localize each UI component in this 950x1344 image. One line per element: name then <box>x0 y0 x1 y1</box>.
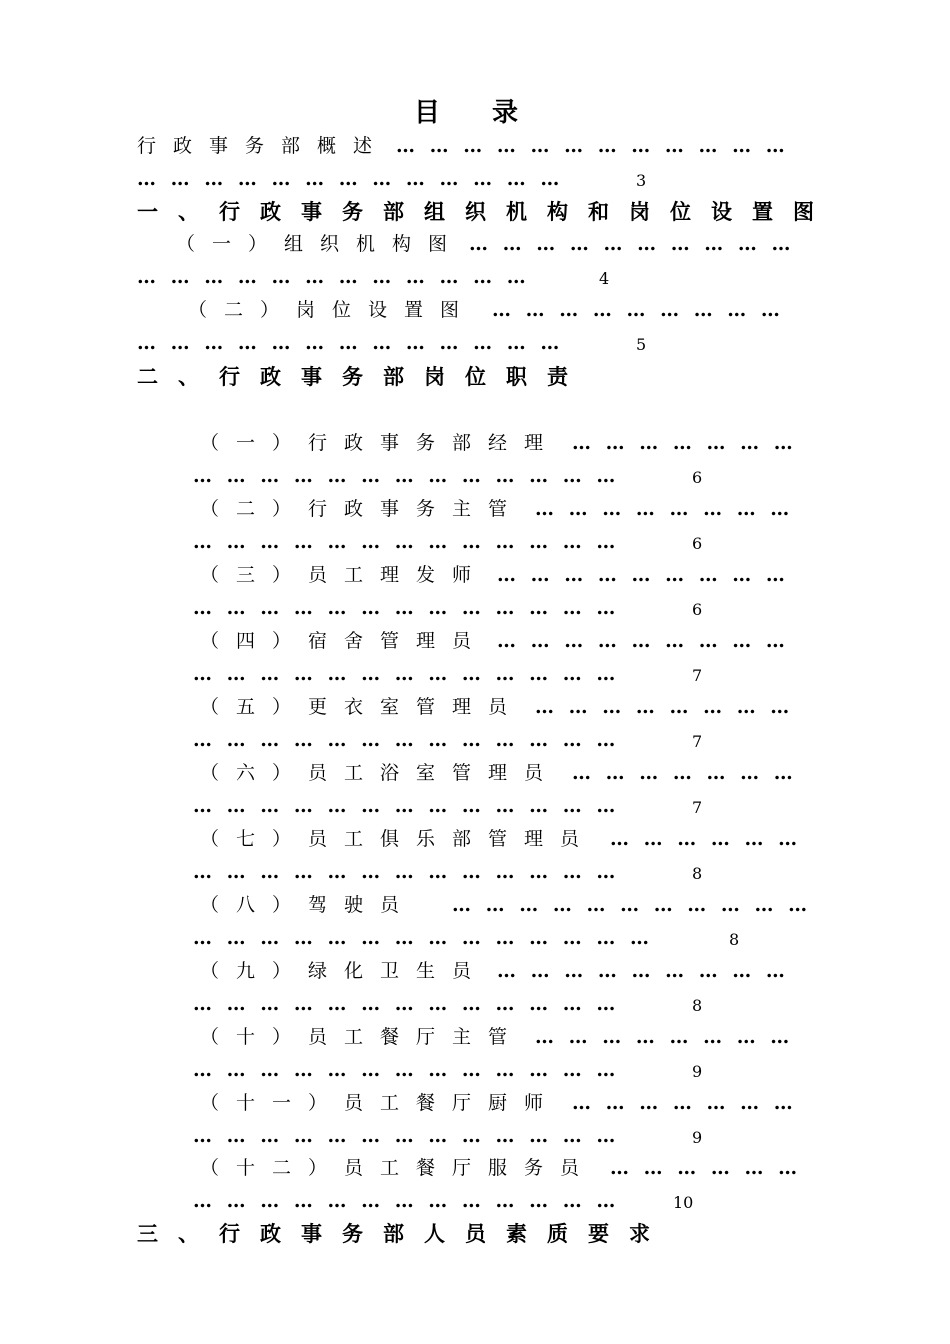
toc-leader: … … … … … … … … … … … … <box>137 266 528 288</box>
toc-leader: … … … … … … … … … … … … <box>396 135 787 157</box>
toc-entry-label: （一）组织机构图 <box>176 233 465 255</box>
toc-page-number: 6 <box>692 468 703 487</box>
toc-page-number: 6 <box>692 600 703 619</box>
toc-leader: … … … … … … <box>610 828 800 850</box>
toc-leader: … … … … … … … <box>572 1092 795 1114</box>
toc-page-number: 4 <box>599 269 610 288</box>
toc-entry-label: （五）更衣室管理员 <box>200 696 525 718</box>
toc-leader: … … … … … … … … <box>535 1026 792 1048</box>
toc-leader: … … … … … … … … … … … … … <box>137 332 562 354</box>
toc-leader: … … … … … … … … … … … … … <box>193 597 618 619</box>
toc-entry-label: （七）员工俱乐部管理员 <box>200 828 597 850</box>
toc-entry-label: （六）员工浴室管理员 <box>200 762 561 784</box>
toc-leader: … … … … … … … … … … … … … <box>193 993 618 1015</box>
toc-leader: … … … … … … … <box>572 432 795 454</box>
toc-leader: … … … … … … … … … … … … … <box>137 168 562 190</box>
toc-page-number: 7 <box>692 666 703 685</box>
toc-page-number: 7 <box>692 732 703 751</box>
toc-entry-label: （三）员工理发师 <box>200 564 489 586</box>
toc-leader: … … … … … … … … … … … … … <box>193 861 618 883</box>
toc-leader: … … … … … … <box>610 1157 800 1179</box>
toc-entry-label: （九）绿化卫生员 <box>200 960 489 982</box>
toc-page-number: 9 <box>692 1128 703 1147</box>
toc-leader: … … … … … … … … … … … … … <box>193 795 618 817</box>
toc-leader: … … … … … … … <box>572 762 795 784</box>
page-title: 目 录 <box>414 98 519 128</box>
toc-leader: … … … … … … … … … <box>492 299 782 321</box>
toc-section-heading: 三、行政事务部人员素质要求 <box>137 1221 670 1246</box>
toc-leader: … … … … … … … … … … … … … <box>193 1125 618 1147</box>
toc-leader: … … … … … … … … <box>535 498 792 520</box>
toc-leader: … … … … … … … … <box>535 696 792 718</box>
toc-page-number: 8 <box>729 930 740 949</box>
toc-leader: … … … … … … … … … … <box>469 233 793 255</box>
toc-page-number: 8 <box>692 864 703 883</box>
toc-leader: … … … … … … … … … … … … … <box>193 1059 618 1081</box>
toc-entry-label: （一）行政事务部经理 <box>200 432 561 454</box>
toc-leader: … … … … … … … … … <box>497 630 787 652</box>
toc-leader: … … … … … … … … … <box>497 564 787 586</box>
toc-entry-label: （二）行政事务主管 <box>200 498 525 520</box>
toc-leader: … … … … … … … … … … … … … <box>193 465 618 487</box>
toc-entry-label: （十）员工餐厅主管 <box>200 1026 525 1048</box>
toc-page-number: 10 <box>673 1193 694 1212</box>
toc-entry-label: （二）岗位设置图 <box>188 299 477 321</box>
toc-entry-label: 行政事务部概述 <box>137 135 390 157</box>
toc-entry-label: （十一）员工餐厅厨师 <box>200 1092 561 1114</box>
toc-entry-label: （四）宿舍管理员 <box>200 630 489 652</box>
toc-page-number: 7 <box>692 798 703 817</box>
toc-page-number: 5 <box>636 335 647 354</box>
toc-entry-label: （八）驾驶员 <box>200 894 417 916</box>
toc-leader: … … … … … … … … … … … … … <box>193 1190 618 1212</box>
toc-section-heading: 一、行政事务部组织机构和岗位设置图 <box>137 199 834 224</box>
toc-leader: … … … … … … … … … … … <box>452 894 810 916</box>
toc-leader: … … … … … … … … … … … … … … <box>193 927 651 949</box>
toc-entry-label: （十二）员工餐厅服务员 <box>200 1157 597 1179</box>
toc-leader: … … … … … … … … … … … … … <box>193 531 618 553</box>
toc-page-number: 6 <box>692 534 703 553</box>
toc-section-heading: 二、行政事务部岗位职责 <box>137 364 588 389</box>
toc-page-number: 3 <box>636 171 647 190</box>
toc-leader: … … … … … … … … … … … … … <box>193 729 618 751</box>
toc-leader: … … … … … … … … … … … … … <box>193 663 618 685</box>
toc-leader: … … … … … … … … … <box>497 960 787 982</box>
toc-page-number: 8 <box>692 996 703 1015</box>
toc-page-number: 9 <box>692 1062 703 1081</box>
